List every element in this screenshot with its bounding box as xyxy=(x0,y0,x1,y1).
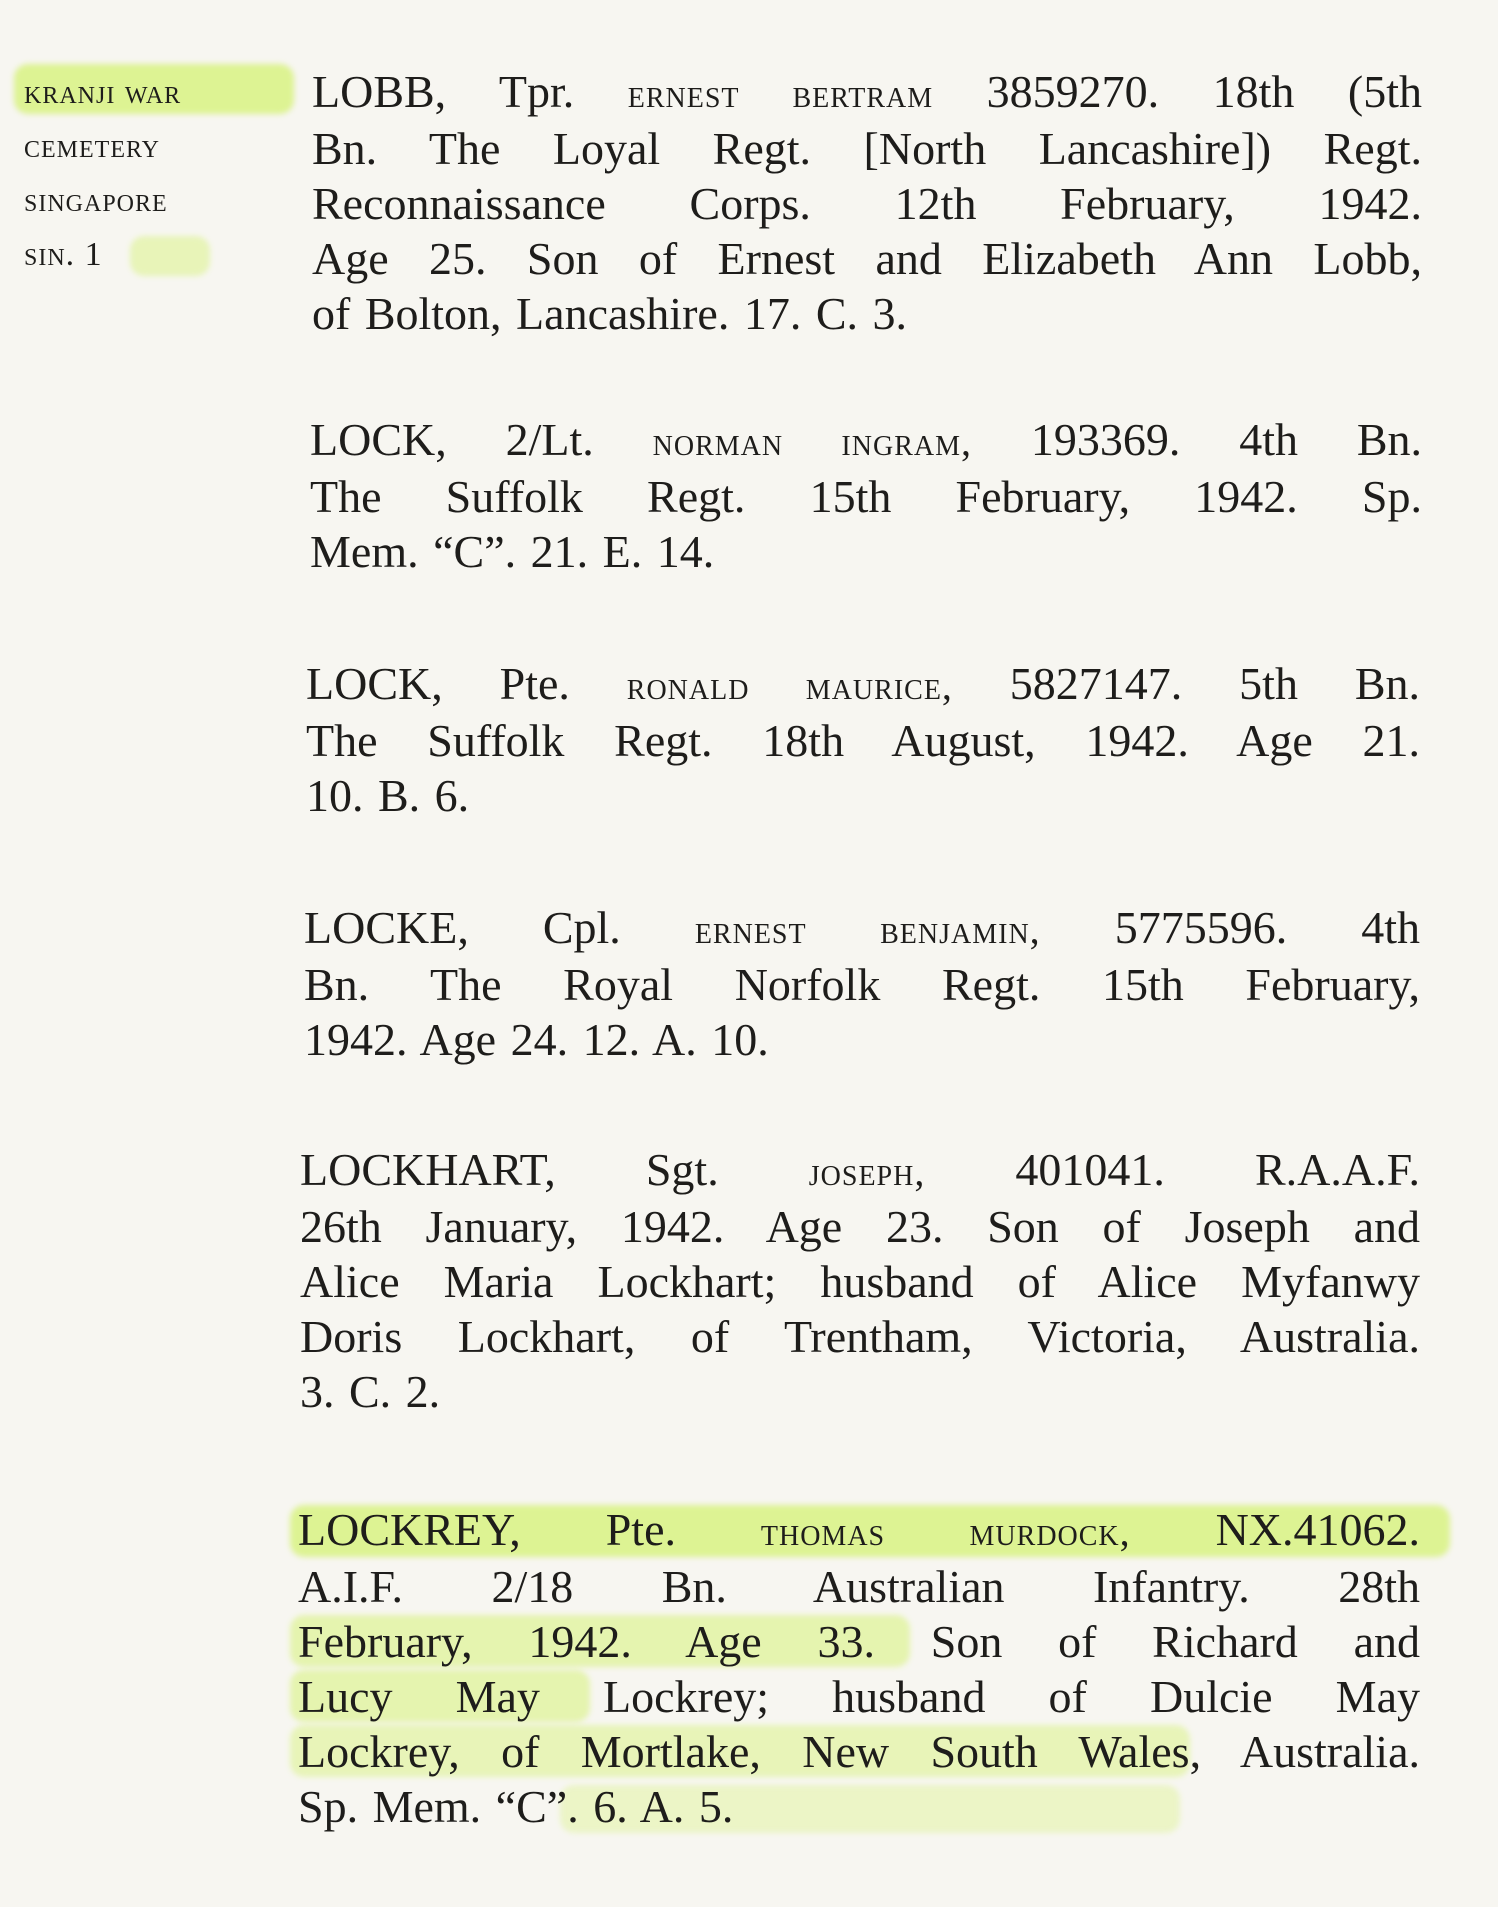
entry-line: The Suffolk Regt. 18th August, 1942. Age 21. xyxy=(306,715,1420,766)
entry-heading-line xyxy=(304,900,1420,957)
surname: LOCKE, xyxy=(304,902,469,953)
entry-line: Age 25. Son of Ernest and Elizabeth Ann Lobb, xyxy=(312,233,1422,284)
entry-heading-rest: 5827147. 5th Bn. xyxy=(1009,658,1421,709)
forenames: joseph, xyxy=(808,1149,926,1194)
entry-heading-line xyxy=(298,1502,1420,1559)
cemetery-label-line: kranji war xyxy=(24,74,182,111)
rank: Pte. xyxy=(605,1504,676,1555)
entry-heading-line xyxy=(300,1142,1420,1199)
cemetery-label-line: sin. 1 xyxy=(24,236,103,273)
cemetery-label xyxy=(24,66,294,282)
surname: LOCK, xyxy=(310,414,447,465)
casualty-entry xyxy=(310,412,1422,579)
rank: Cpl. xyxy=(542,902,621,953)
forenames: norman ingram, xyxy=(652,419,972,464)
entry-heading-line xyxy=(306,656,1420,713)
forenames: ernest benjamin, xyxy=(694,907,1041,952)
entry-heading-rest: 401041. R.A.A.F. xyxy=(1015,1144,1421,1195)
casualty-entry xyxy=(312,64,1422,341)
entry-heading-rest: NX.41062. xyxy=(1215,1504,1421,1555)
entry-line: Sp. Mem. “C”. 6. A. 5. xyxy=(298,1781,734,1832)
entry-heading-line xyxy=(310,412,1422,469)
entry-line: Alice Maria Lockhart; husband of Alice Myfanwy xyxy=(300,1256,1420,1307)
entry-line: 3. C. 2. xyxy=(300,1366,441,1417)
entry-heading-rest: 5775596. 4th xyxy=(1114,902,1420,953)
entry-line: Bn. The Loyal Regt. [North Lancashire]) Regt. xyxy=(312,123,1422,174)
entry-line: of Bolton, Lancashire. 17. C. 3. xyxy=(312,288,908,339)
casualty-entry xyxy=(306,656,1420,823)
casualty-entry xyxy=(298,1502,1420,1834)
entry-line: Doris Lockhart, of Trentham, Victoria, Australia. xyxy=(300,1311,1420,1362)
cemetery-label-line: singapore xyxy=(24,182,168,219)
surname: LOBB, xyxy=(312,66,447,117)
rank: Sgt. xyxy=(645,1144,719,1195)
entry-line: A.I.F. 2/18 Bn. Australian Infantry. 28th xyxy=(298,1561,1420,1612)
entry-heading-rest: 3859270. 18th (5th xyxy=(986,66,1422,117)
surname: LOCKHART, xyxy=(300,1144,556,1195)
rank: Pte. xyxy=(499,658,570,709)
entry-line: February, 1942. Age 33. Son of Richard and xyxy=(298,1616,1420,1667)
rank: 2/Lt. xyxy=(505,414,594,465)
surname: LOCK, xyxy=(306,658,443,709)
entry-heading-line xyxy=(312,64,1422,121)
entry-line: The Suffolk Regt. 15th February, 1942. Sp. xyxy=(310,471,1422,522)
entry-line: Lockrey, of Mortlake, New South Wales, Australia. xyxy=(298,1726,1420,1777)
entry-line: Lucy May Lockrey; husband of Dulcie May xyxy=(298,1671,1420,1722)
entry-line: 26th January, 1942. Age 23. Son of Joseph and xyxy=(300,1201,1420,1252)
entry-line: Bn. The Royal Norfolk Regt. 15th February, xyxy=(304,959,1420,1010)
forenames: ernest bertram xyxy=(627,71,934,116)
entry-heading-rest: 193369. 4th Bn. xyxy=(1030,414,1423,465)
rank: Tpr. xyxy=(498,66,575,117)
entry-line: 10. B. 6. xyxy=(306,770,470,821)
cemetery-label-line: cemetery xyxy=(24,128,161,165)
casualty-entry xyxy=(300,1142,1420,1419)
forenames: thomas murdock, xyxy=(760,1509,1131,1554)
casualty-entry xyxy=(304,900,1420,1067)
entry-line: Reconnaissance Corps. 12th February, 1942. xyxy=(312,178,1422,229)
entry-line: Mem. “C”. 21. E. 14. xyxy=(310,526,715,577)
surname: LOCKREY, xyxy=(298,1504,521,1555)
entry-line: 1942. Age 24. 12. A. 10. xyxy=(304,1014,769,1065)
forenames: ronald maurice, xyxy=(626,663,953,708)
